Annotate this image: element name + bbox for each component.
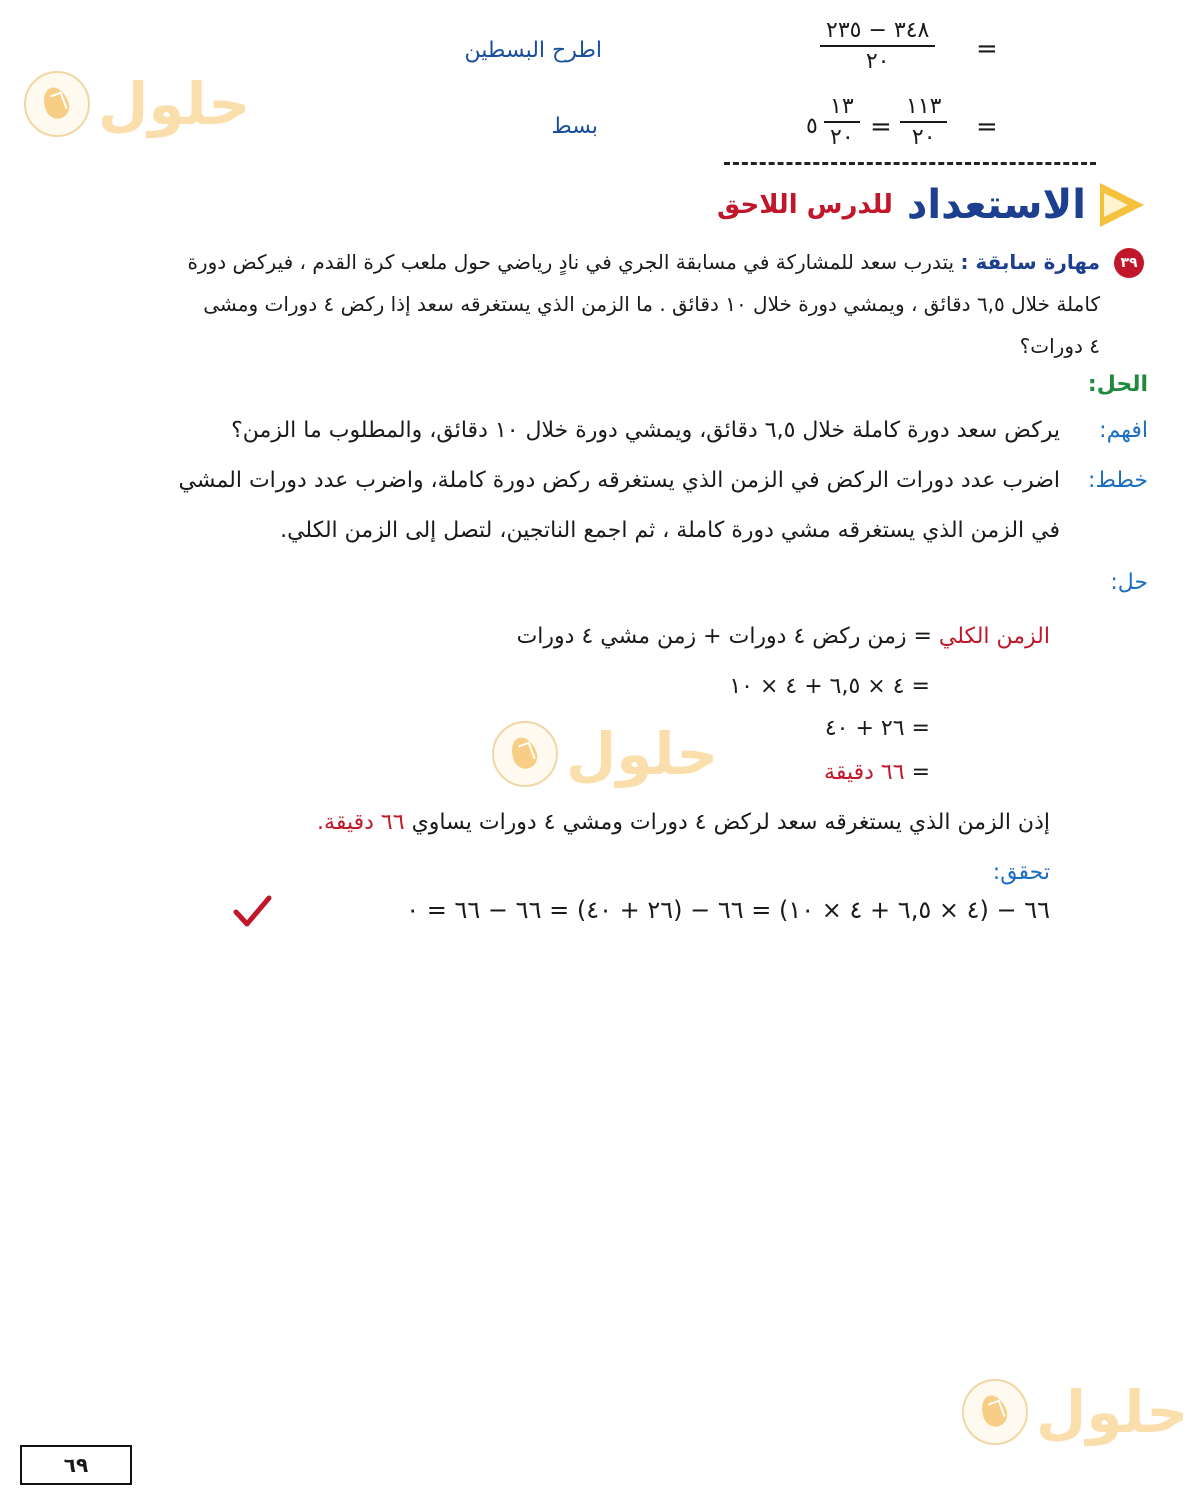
check-expression: ٦٦ − (٤ × ٦,٥ + ٤ × ١٠) = ٦٦ − (٢٦ + ٤٠) = ٦٦ − ٦٦ = ٠ — [406, 896, 1050, 924]
equals-sign: = — [976, 112, 998, 142]
understand-label: افهم: — [1099, 418, 1148, 443]
calc-step-c — [824, 760, 930, 785]
understand-text: يركض سعد دورة كاملة خلال ٦,٥ دقائق، ويمشي دورة خلال ١٠ دقائق، والمطلوب ما الزمن؟ — [231, 418, 1060, 443]
equals-sign: = — [976, 34, 998, 64]
problem-line-2: كاملة خلال ٦,٥ دقائق ، ويمشي دورة خلال ١٠ دقائق . ما الزمن الذي يستغرقه سعد إذا ركض ٤ دورات ومشى — [203, 292, 1100, 316]
fraction-numerator: ٣٤٨ − ٢٣٥ — [826, 18, 930, 43]
skill-label: مهارة سابقة : — [960, 250, 1100, 274]
logo-badge-icon — [492, 721, 558, 787]
fraction-denominator: ٢٠ — [830, 125, 854, 150]
mixed-whole-number: ٥ — [806, 114, 818, 139]
conclusion-text: إذن الزمن الذي يستغرقه سعد لركض ٤ دورات ومشي ٤ دورات يساوي — [411, 810, 1050, 835]
calc-step-b: = ٢٦ + ٤٠ — [824, 716, 930, 741]
solve-label: حل: — [1110, 570, 1148, 595]
logo-badge-icon — [962, 1379, 1028, 1445]
fraction-step2b — [824, 94, 860, 150]
solution-title: الحل: — [1087, 372, 1148, 397]
page-number: ٦٩ — [20, 1445, 132, 1485]
step2-label: بسط — [551, 114, 598, 139]
step1-label: اطرح البسطين — [464, 38, 602, 63]
conclusion — [317, 810, 1050, 835]
plan-text-2: في الزمن الذي يستغرقه مشي دورة كاملة ، ثم اجمع الناتجين، لتصل إلى الزمن الكلي. — [280, 518, 1060, 543]
fraction-numerator: ١٣ — [830, 94, 854, 119]
equals-sign: = — [870, 112, 892, 142]
fraction-step2a — [900, 94, 947, 150]
fraction-numerator: ١١٣ — [906, 94, 942, 119]
dashed-divider — [724, 162, 1096, 165]
total-time-label: الزمن الكلي — [938, 624, 1050, 649]
problem-line-1 — [187, 250, 1100, 274]
logo-badge-icon — [24, 71, 90, 137]
total-time-equation — [517, 624, 1050, 649]
watermark-logo-middle — [492, 714, 718, 794]
fraction-denominator: ٢٠ — [911, 125, 936, 150]
fraction-denominator: ٢٠ — [865, 49, 890, 74]
fraction-step1 — [820, 18, 935, 74]
heading-sub: للدرس اللاحق — [717, 190, 893, 220]
problem-line-3: ٤ دورات؟ — [1019, 334, 1100, 358]
problem-text-1: يتدرب سعد للمشاركة في مسابقة الجري في نادٍ رياضي حول ملعب كرة القدم ، فيركض دورة — [187, 250, 955, 274]
heading-main: الاستعداد — [906, 182, 1086, 228]
section-heading — [717, 182, 1144, 228]
watermark-logo-top — [24, 64, 250, 144]
problem-number-badge: ٣٩ — [1114, 248, 1144, 278]
calc-step-c-equals: = — [911, 760, 930, 785]
checkmark-icon — [232, 894, 272, 930]
watermark-text: حلول — [1036, 1378, 1189, 1446]
calc-result: ٦٦ دقيقة — [824, 760, 905, 785]
check-label: تحقق: — [992, 860, 1050, 885]
total-time-expression: = زمن ركض ٤ دورات + زمن مشي ٤ دورات — [516, 624, 932, 649]
plan-text-1: اضرب عدد دورات الركض في الزمن الذي يستغرقه ركض دورة كاملة، واضرب عدد دورات المشي — [178, 468, 1060, 493]
plan-label: خطط: — [1088, 468, 1148, 493]
conclusion-value: ٦٦ دقيقة. — [317, 810, 405, 835]
watermark-text: حلول — [98, 70, 251, 138]
calc-step-a: = ٤ × ٦,٥ + ٤ × ١٠ — [729, 674, 930, 699]
watermark-text: حلول — [566, 720, 719, 788]
watermark-logo-bottom — [962, 1372, 1188, 1452]
triangle-pointer-icon — [1100, 183, 1144, 227]
